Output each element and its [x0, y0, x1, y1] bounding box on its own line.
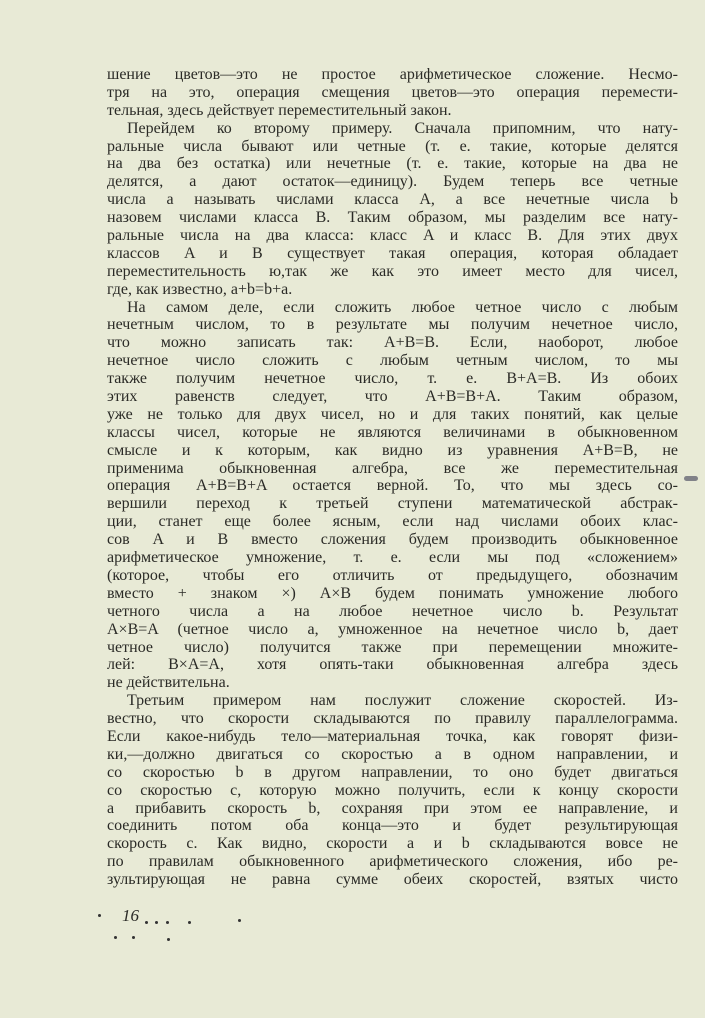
text-line: не действительна.	[107, 674, 230, 692]
text-line: смысле и к которым, как видно из уравнения A+B=B, не	[107, 441, 678, 459]
text-line: назовем числами класса B. Таким образом, мы разделим все нату-	[107, 209, 678, 227]
text-line: со скоростью b в другом направлении, то оно будет двигаться	[107, 763, 678, 781]
paragraph	[107, 692, 678, 889]
text-line: ральные числа бывают или четные (т. е. такие, которые делятся	[107, 137, 678, 155]
text-line: операция A+B=B+A остается верной. То, что мы здесь со-	[107, 477, 678, 495]
text-line: зультирующая не равна сумме обеих скоростей, взятых чисто	[107, 871, 678, 889]
text-line: шение цветов—это не простое арифметическое сложение. Несмо-	[107, 66, 678, 83]
speck	[238, 919, 241, 922]
text-line: нечетное число сложить с любым четным числом, то мы	[107, 352, 678, 370]
text-line: ки,—должно двигаться со скоростью a в одном направлении, и	[107, 745, 678, 763]
text-line: вершили переход к третьей ступени математической абстрак-	[107, 495, 678, 513]
text-line: A×B=A (четное число a, умноженное на нечетное число b, дает	[107, 620, 678, 638]
text-line: соединить потом оба конца—это и будет результирующая	[107, 817, 678, 835]
text-line: по правилам обыкновенного арифметического сложения, ибо ре-	[107, 853, 678, 871]
paragraph	[107, 299, 678, 693]
page-number: 16	[122, 906, 139, 925]
text-line: где, как известно, a+b=b+a.	[107, 280, 293, 298]
margin-mark	[684, 476, 698, 481]
speck	[145, 921, 148, 924]
text-line: Перейдем ко второму примеру. Сначала припомним, что нату-	[127, 119, 678, 137]
text-line: этих равенств следует, что A+B=B+A. Таким образом,	[107, 388, 678, 406]
text-line: применима обыкновенная алгебра, все же переместительная	[107, 459, 678, 477]
speck	[188, 921, 191, 924]
text-line: вестно, что скорости складываются по правилу параллелограмма.	[107, 710, 678, 728]
speck	[114, 936, 117, 939]
text-line: ральные числа на два класса: класс A и класс B. Для этих двух	[107, 227, 678, 245]
text-line: скорость c. Как видно, скорости a и b складываются вовсе не	[107, 835, 678, 853]
text-line: числа a называть числами класса A, а все нечетные числа b	[107, 191, 678, 209]
page-body	[107, 66, 678, 889]
text-line: уже не только для двух чисел, но и для таких понятий, как целые	[107, 405, 678, 423]
speck	[166, 921, 169, 924]
paragraph	[107, 120, 678, 299]
text-line: также получим нечетное число, т. е. B+A=B. Из обоих	[107, 370, 678, 388]
text-line: a прибавить скорость b, сохраняя при этом ее направление, и	[107, 799, 678, 817]
text-line: На самом деле, если сложить любое четное число с любым	[127, 298, 678, 316]
text-line: вместо + знаком ×) A×B будем понимать умножение любого	[107, 584, 678, 602]
text-line: тря на это, операция смещения цветов—это операция перемести-	[107, 83, 678, 101]
text-line: со скоростью c, которую можно получить, если к концу скорости	[107, 781, 678, 799]
text-line: нечетным числом, то в результате мы получим нечетное число,	[107, 316, 678, 334]
text-line: арифметическое умножение, т. е. если мы под «сложением»	[107, 549, 678, 567]
text-line: делятся, а дают остаток—единицу). Будем теперь все четные	[107, 173, 678, 191]
text-line: лей: B×A=A, хотя опять-таки обыкновенная алгебра здесь	[107, 656, 678, 674]
text-line: четное число) получится также при перемещении множите-	[107, 638, 678, 656]
text-line: Третьим примером нам послужит сложение скоростей. Из-	[127, 692, 678, 710]
speck	[98, 914, 101, 917]
text-line: сов A и B вместо сложения будем производить обыкновенное	[107, 531, 678, 549]
text-line: Если какое-нибудь тело—материальная точка, как говорят физи-	[107, 727, 678, 745]
paragraph	[107, 66, 678, 120]
speck	[167, 938, 170, 941]
text-line: классов A и B существует такая операция, которая обладает	[107, 244, 678, 262]
text-line: ции, станет еще более ясным, если над числами обоих клас-	[107, 513, 678, 531]
text-line: переместительность ю,так же как это имеет место для чисел,	[107, 262, 678, 280]
speck	[155, 921, 158, 924]
text-line: (которое, чтобы его отличить от предыдущего, обозначим	[107, 566, 678, 584]
text-line: тельная, здесь действует переместительный закон.	[107, 101, 452, 119]
speck	[132, 936, 135, 939]
text-line: что можно записать так: A+B=B. Если, наоборот, любое	[107, 334, 678, 352]
text-line: четного числа a на любое нечетное число b. Результат	[107, 602, 678, 620]
text-line: на два без остатка) или нечетные (т. е. такие, которые на два не	[107, 155, 678, 173]
text-line: классы чисел, которые не являются величинами в обыкновенном	[107, 423, 678, 441]
